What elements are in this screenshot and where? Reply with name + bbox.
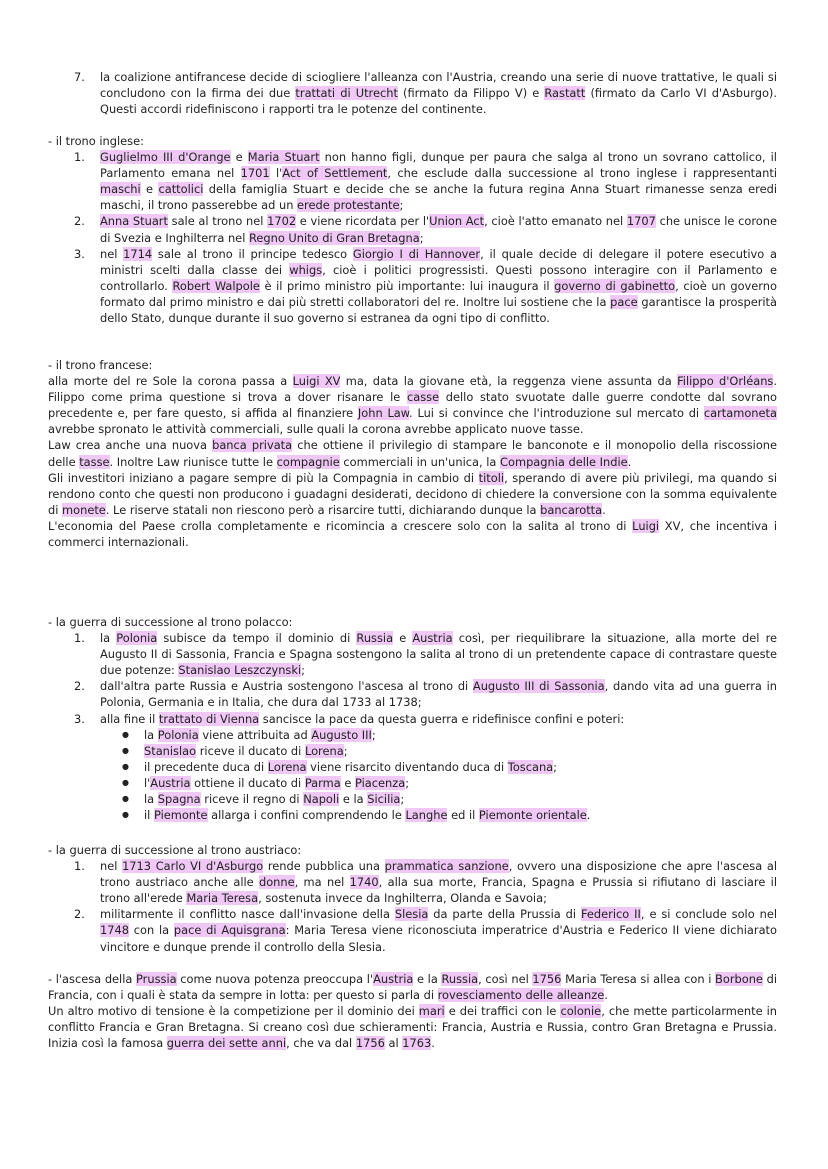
highlighted-text: Filippo d'Orléans	[677, 374, 774, 389]
text-run: ;	[343, 743, 348, 758]
highlighted-text: Borbone	[715, 972, 763, 986]
bullet-item	[122, 759, 777, 775]
item-text	[144, 727, 777, 743]
text-run: alla morte del re Sole la corona passa a	[48, 374, 293, 389]
highlighted-text: Spagna	[157, 792, 201, 807]
text-run: di Francia, con i quali è stata da sempre in lotta: per questo si parla di	[48, 972, 777, 1003]
item-text	[144, 775, 777, 791]
highlighted-text: Russia	[441, 972, 479, 986]
item-text	[100, 69, 777, 117]
highlighted-text: Polonia	[116, 631, 158, 646]
text-run: , e si conclude solo nel	[640, 907, 777, 922]
text-run: e dei traffici con le	[444, 1004, 561, 1019]
highlighted-text: Giorgio I di Hannover	[352, 246, 481, 261]
text-run: dello stato svuotate dalle guerre condotte dal sovrano precedente e, per fare questo, si affida al finanziere	[48, 390, 778, 421]
bullet-item	[122, 791, 777, 807]
item-text	[100, 678, 777, 710]
text-run: e viene ricordata per l'	[296, 214, 430, 229]
text-run: così, per riequilibrare la situazione, alla morte del re Augusto II di Sassonia, Francia e Spagna sostengono la salita al trono di un pretendente capace di contrastare queste due potenze:	[100, 631, 778, 678]
text-run: , dando vita ad una guerra in Polonia, Germania e in Italia, che dura dal 1733 al 1738;	[100, 679, 777, 710]
text-run: ;	[399, 198, 404, 213]
highlighted-text: Augusto III di Sassonia	[472, 679, 605, 694]
text-run: alla fine il	[100, 711, 159, 726]
highlighted-text: Luigi	[632, 518, 660, 533]
text-run: e	[230, 150, 248, 165]
text-run: ma, data la giovane età, la reggenza viene assunta da	[340, 374, 678, 389]
text-run: , cioè l'atto emanato nel	[484, 214, 627, 229]
highlighted-text: Robert Walpole	[172, 278, 260, 293]
highlighted-text: Union Act	[429, 214, 485, 229]
text-run: dall'altra parte Russia e Austria sostengono l'ascesa al trono di	[100, 679, 473, 694]
item-text	[100, 858, 777, 906]
bullet-icon: ●	[122, 794, 129, 804]
highlighted-text: donne	[258, 875, 295, 890]
section-heading: - il trono inglese:	[48, 134, 144, 148]
section-heading: - il trono francese:	[48, 358, 153, 372]
text-run: . Inoltre Law riunisce tutte le	[109, 454, 277, 469]
highlighted-text: Sicilia	[367, 792, 401, 807]
highlighted-text: Stanislao	[144, 743, 197, 758]
text-run: la	[100, 631, 117, 646]
text-run: sale al trono il principe tedesco	[152, 246, 353, 261]
bullet-icon: ●	[122, 761, 129, 771]
list-item	[74, 149, 777, 213]
text-run: - l'ascesa della	[48, 972, 137, 986]
highlighted-text: Piemonte orientale	[478, 808, 587, 823]
text-run: , così nel	[478, 972, 533, 986]
item-number: 2.	[74, 679, 85, 694]
highlighted-text: Guglielmo III d'Orange	[100, 150, 231, 165]
paragraph	[48, 518, 777, 550]
item-text	[100, 906, 777, 954]
text-run: , cioè i politici progressisti. Questi possono interagire con il Parlamento e controllarlo.	[100, 262, 777, 293]
highlighted-text: mari	[418, 1004, 445, 1019]
text-run: viene attribuita ad	[198, 727, 312, 742]
highlighted-text: 1756	[355, 1036, 385, 1051]
text-run: riceve il regno di	[200, 792, 304, 807]
text-run: ;	[419, 230, 424, 245]
highlighted-text: governo di gabinetto	[554, 278, 676, 293]
text-run: garantisce la prosperità dello Stato, dunque durante il suo governo si estranea da ogni tipo di conflitto.	[100, 294, 777, 326]
item-number: 3.	[74, 246, 85, 261]
text-run: e la	[339, 792, 368, 807]
highlighted-text: bancarotta	[540, 502, 603, 517]
text-run: che ottiene il privilegio di stampare le banconote e il monopolio della riscossione delle	[48, 438, 778, 469]
text-run: sale al trono nel	[167, 214, 268, 229]
highlighted-text: Maria Teresa	[186, 891, 259, 906]
highlighted-text: Austria	[150, 775, 191, 790]
highlighted-text: banca privata	[212, 438, 293, 453]
list-item	[74, 69, 777, 117]
highlighted-text: Regno Unito di Gran Bretagna	[248, 230, 420, 245]
text-run: da parte della Prussia di	[428, 907, 581, 922]
item-number: 1.	[74, 859, 85, 874]
highlighted-text: cartamoneta	[703, 406, 777, 421]
highlighted-text: Russia	[356, 631, 394, 646]
text-run: Un altro motivo di tensione è la competizione per il dominio dei	[48, 1004, 419, 1019]
text-run: .	[602, 502, 606, 517]
text-run: , che mette particolarmente in conflitto Francia e Gran Bretagna. Si creano così due schieramenti: Francia, Austria e Russia, contro Gran Bretagna e Prussia. Inizia così la famosa	[48, 1004, 778, 1051]
highlighted-text: casse	[406, 390, 440, 405]
bullet-item	[122, 807, 777, 823]
text-run: commerciali in un'unica, la	[339, 454, 501, 469]
highlighted-text: Polonia	[157, 727, 199, 742]
text-run: .	[627, 454, 632, 469]
bullet-icon: ●	[122, 745, 129, 755]
paragraph	[48, 1003, 777, 1051]
text-run: al	[384, 1036, 403, 1051]
highlighted-text: compagnie	[276, 454, 340, 469]
highlighted-text: rovesciamento delle alleanze	[437, 988, 605, 1003]
numbered-list	[48, 149, 777, 326]
text-run: , sostenuta invece da Inghilterra, Olanda e Savoia;	[258, 891, 547, 906]
text-run: , che esclude dalla successione al trono inglese i rappresentanti	[387, 166, 777, 181]
text-run: il	[144, 808, 154, 823]
section-prussia	[48, 971, 777, 1051]
list-item	[74, 711, 777, 727]
item-number: 1.	[74, 150, 85, 165]
text-run: L'economia del Paese crolla completamente e ricomincia a crescere solo con la salita al trono di	[48, 518, 633, 533]
section-trono-austriaco	[48, 842, 777, 955]
text-run: : Maria Teresa viene riconosciuta imperatrice d'Austria e Federico II viene dichiarato vincitore e dunque prende il controllo della Slesia.	[100, 923, 777, 954]
highlighted-text: Anna Stuart	[100, 214, 168, 229]
paragraphs	[48, 373, 777, 550]
text-run: la coalizione antifrancese decide di sciogliere l'alleanza con l'Austria, creando una serie di nuove trattative, le quali si concludono con la firma dei due	[100, 70, 777, 101]
highlighted-text: trattato di Vienna	[158, 711, 260, 726]
bullet-icon: ●	[122, 777, 129, 787]
highlighted-text: pace di Aquisgrana	[173, 923, 286, 938]
text-run: e la	[413, 972, 442, 986]
list-item	[74, 630, 777, 678]
highlighted-text: Lorena	[304, 743, 344, 758]
text-run: , ovvero una disposizione che apre l'ascesa al trono austriaco anche alle	[100, 859, 777, 890]
section-heading: - la guerra di successione al trono austriaco:	[48, 843, 302, 857]
highlighted-text: Federico II	[581, 907, 641, 922]
highlighted-text: 1713 Carlo VI d'Asburgo	[122, 859, 264, 874]
list-item	[74, 858, 777, 906]
highlighted-text: monete	[62, 502, 106, 517]
section-trono-francese	[48, 357, 777, 550]
text-run: riceve il ducato di	[196, 743, 305, 758]
item-text	[100, 246, 777, 326]
list-item	[74, 213, 777, 245]
text-run: , alla sua morte, Francia, Spagna e Prussia si rifiutano di lasciare il trono all'erede	[100, 875, 777, 906]
highlighted-text: prammatica sanzione	[384, 859, 509, 874]
highlighted-text: colonie	[560, 1004, 602, 1019]
highlighted-text: Stanislao Leszczynski	[178, 663, 302, 678]
text-run: l'	[269, 166, 283, 181]
highlighted-text: 1707	[626, 214, 656, 229]
text-run: Law crea anche una nuova	[48, 438, 213, 453]
text-run: la	[144, 727, 158, 742]
item-text	[100, 213, 777, 245]
highlighted-text: trattati di Utrecht	[295, 86, 398, 101]
highlighted-text: Augusto III	[311, 727, 372, 742]
text-run: sancisce la pace da questa guerra e ridefinisce confini e poteri:	[259, 711, 625, 726]
highlighted-text: Lorena	[267, 759, 307, 774]
text-run: .	[586, 808, 591, 823]
highlighted-text: Maria Stuart	[247, 150, 320, 165]
bullet-icon: ●	[122, 729, 129, 739]
text-run: è il primo ministro più importante: lui inaugura il	[259, 278, 555, 293]
text-run: l'	[144, 775, 151, 790]
highlighted-text: Slesia	[394, 907, 429, 922]
highlighted-text: erede protestante	[297, 198, 400, 213]
text-run: , cioè un governo formato dal primo ministro e dai più stretti collaboratori del re. Inoltre lui sostiene che la	[100, 278, 777, 309]
item-number: 3.	[74, 711, 85, 726]
bullet-list	[48, 727, 777, 824]
bullet-item	[122, 727, 777, 743]
highlighted-text: 1756	[532, 972, 562, 986]
text-run: nel	[100, 246, 124, 261]
text-run: ;	[301, 663, 305, 678]
item-text	[100, 711, 777, 727]
paragraph	[48, 971, 777, 1003]
highlighted-text: Austria	[412, 631, 453, 646]
item-text	[144, 807, 777, 823]
item-number: 7.	[74, 70, 85, 84]
text-run: come nuova potenza preoccupa l'	[176, 972, 374, 986]
text-run: nel	[100, 859, 123, 874]
highlighted-text: Austria	[373, 972, 414, 986]
text-run: . Filippo come prima questione si trova a dover risanare le	[48, 374, 777, 405]
bullet-icon: ●	[122, 810, 129, 820]
text-run: ;	[371, 727, 376, 742]
highlighted-text: tasse	[79, 454, 110, 469]
list-item	[74, 678, 777, 710]
text-run: con la	[129, 923, 174, 938]
highlighted-text: Rastatt	[544, 86, 586, 101]
text-run: (firmato da Carlo VI d'Asburgo). Questi accordi ridefiniscono i rapporti tra le potenze del continente.	[100, 86, 777, 117]
text-run: . Lui si convince che l'introduzione sul mercato di	[409, 406, 704, 421]
highlighted-text: cattolici	[158, 182, 204, 197]
highlighted-text: guerra dei sette anni	[166, 1036, 287, 1051]
highlighted-text: Luigi XV	[292, 374, 341, 389]
item-number: 2.	[74, 907, 85, 922]
text-run: Maria Teresa si allea con i	[561, 972, 716, 986]
text-run: viene risarcito diventando duca di	[306, 759, 508, 774]
text-run: avrebbe spronato le attività commerciali, sulle quali la corona avrebbe applicato nuove tasse.	[48, 422, 584, 437]
highlighted-text: 1748	[100, 923, 129, 938]
text-run: XV, che incentiva i commerci internazionali.	[48, 518, 777, 550]
highlighted-text: John Law	[357, 406, 410, 421]
text-run: ed il	[447, 808, 479, 823]
text-run: militarmente il conflitto nasce dall'invasione della	[100, 907, 395, 922]
item-text	[144, 743, 777, 759]
text-run: , ma nel	[294, 875, 350, 890]
highlighted-text: Napoli	[303, 792, 340, 807]
text-run: rende pubblica una	[263, 859, 385, 874]
text-run: ottiene il ducato di	[190, 775, 305, 790]
text-run: della famiglia Stuart e decide che se anche la futura regina Anna Stuart rimanesse senza eredi maschi, il trono passerebbe ad un	[100, 182, 778, 213]
text-run: che unisce le corone di Svezia e Inghilterra nel	[100, 214, 777, 245]
section-trono-polacco	[48, 614, 777, 823]
text-run: subisce da tempo il dominio di	[157, 631, 357, 646]
text-run: Gli investitori iniziano a pagare sempre di più la Compagnia in cambio di	[48, 470, 479, 485]
item-text	[144, 759, 777, 775]
item-number: 1.	[74, 631, 85, 646]
numbered-list	[48, 630, 777, 727]
highlighted-text: Piemonte	[153, 808, 208, 823]
text-run: ;	[405, 775, 410, 790]
section-heading: - la guerra di successione al trono polacco:	[48, 615, 293, 629]
numbered-list	[48, 858, 777, 955]
text-run: e	[140, 182, 159, 197]
text-run: .	[431, 1036, 435, 1051]
highlighted-text: 1701	[240, 166, 270, 181]
text-run: .	[604, 988, 608, 1003]
highlighted-text: whigs	[289, 262, 323, 277]
highlighted-text: 1740	[349, 875, 379, 890]
item-number: 2.	[74, 214, 85, 229]
highlighted-text: Compagnia delle Indie	[500, 454, 628, 469]
text-run: la	[144, 792, 158, 807]
paragraph	[48, 470, 777, 518]
text-run: e	[340, 775, 355, 790]
text-run: . Le riserve statali non riescono però a risarcire tutti, dichiarando dunque la	[105, 502, 541, 517]
highlighted-text: 1763	[402, 1036, 432, 1051]
highlighted-text: 1714	[123, 246, 153, 261]
item-text	[100, 630, 777, 678]
item-text	[144, 791, 777, 807]
text-run: , che va dal	[286, 1036, 356, 1051]
text-run: , il quale decide di delegare il potere esecutivo a ministri scelti dalla classe dei	[100, 246, 778, 277]
bullet-item	[122, 743, 777, 759]
text-run: (firmato da Filippo V) e	[397, 86, 545, 101]
section-trono-inglese	[48, 133, 777, 326]
highlighted-text: Langhe	[405, 808, 448, 823]
highlighted-text: Prussia	[136, 972, 177, 986]
highlighted-text: maschi	[100, 182, 141, 197]
text-run: , sperando di avere più privilegi, ma quando si rendono conto che questi non producono i guadagni desiderati, decidono di chiedere la conversione con la somma equivalente di	[48, 470, 778, 517]
paragraph	[48, 373, 777, 437]
text-run: il precedente duca di	[144, 759, 268, 774]
item-text	[100, 149, 777, 213]
text-run: allarga i confini comprendendo le	[207, 808, 406, 823]
highlighted-text: 1702	[267, 214, 297, 229]
text-run: non hanno figli, dunque per paura che salga al trono un sovrano cattolico, il Parlamento emana nel	[100, 150, 777, 181]
list-item	[74, 906, 777, 954]
highlighted-text: Piacenza	[354, 775, 406, 790]
text-run: ;	[400, 792, 405, 807]
paragraph	[48, 437, 777, 469]
highlighted-text: titoli	[478, 470, 505, 485]
highlighted-text: pace	[610, 294, 638, 309]
text-run: ;	[553, 759, 558, 774]
highlighted-text: Act of Settlement	[282, 166, 388, 181]
bullet-item	[122, 775, 777, 791]
highlighted-text: Toscana	[507, 759, 554, 774]
top-list	[74, 69, 777, 117]
highlighted-text: Parma	[304, 775, 341, 790]
text-run: e	[393, 631, 413, 646]
list-item	[74, 246, 777, 326]
